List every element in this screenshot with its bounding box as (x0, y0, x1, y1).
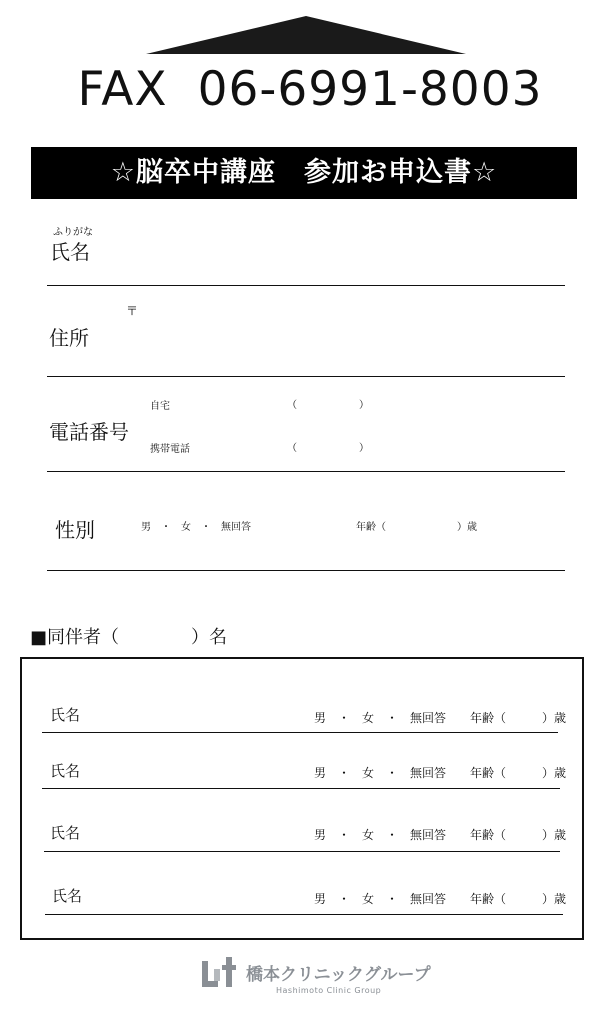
clinic-logo-japanese: 橋本クリニックグループ (246, 965, 431, 985)
age-open: 年齢（ (356, 522, 386, 533)
phone-label: 電話番号 (49, 420, 129, 444)
fax-prefix: FAX (77, 62, 168, 117)
name-divider (47, 285, 565, 286)
postal-mark: 〒 (126, 304, 139, 318)
name-furigana-label: ふりがな (53, 227, 93, 238)
name-label: 氏名 (50, 240, 90, 264)
companions-heading: ■同伴者（ ）名 (30, 627, 228, 648)
fax-number: 06-6991-8003 (197, 62, 543, 117)
companion-4-name-label: 氏名 (52, 887, 83, 905)
gender-options[interactable]: 男 ・ 女 ・ 無回答 (141, 522, 251, 533)
age-close: ）歳 (457, 522, 477, 533)
phone-home-paren-open: （ (287, 400, 297, 411)
phone-divider (47, 471, 565, 472)
address-label: 住所 (49, 326, 89, 350)
companion-1-divider (42, 732, 558, 733)
phone-mobile-field[interactable] (210, 435, 560, 457)
phone-home-field[interactable] (200, 392, 560, 414)
companion-3-name-label: 氏名 (50, 824, 81, 842)
address-field[interactable] (140, 300, 560, 370)
address-divider (47, 376, 565, 377)
phone-home-paren-close: ） (359, 400, 369, 411)
companion-1-details[interactable]: 男 ・ 女 ・ 無回答 年齢（ ）歳 (314, 711, 567, 725)
form-title-banner: ☆脳卒中講座 参加お申込書☆ (31, 147, 577, 199)
age-field[interactable] (395, 512, 455, 534)
companion-4-divider (45, 914, 563, 915)
companion-2-name-label: 氏名 (50, 762, 81, 780)
phone-mobile-label: 携帯電話 (150, 444, 190, 455)
fax-number-heading (40, 62, 580, 117)
name-field[interactable] (160, 232, 560, 272)
companion-1-name-label: 氏名 (50, 706, 81, 724)
clinic-logo-english: Hashimoto Clinic Group (276, 986, 382, 995)
companion-2-divider (42, 788, 560, 789)
gender-label: 性別 (55, 518, 95, 542)
header-triangle-decoration (146, 16, 466, 54)
phone-mobile-paren-open: （ (287, 443, 297, 454)
companion-3-details[interactable]: 男 ・ 女 ・ 無回答 年齢（ ）歳 (314, 828, 567, 842)
gender-divider (47, 570, 565, 571)
companion-3-divider (44, 851, 560, 852)
clinic-logo-mark-icon (200, 955, 240, 991)
companion-2-details[interactable]: 男 ・ 女 ・ 無回答 年齢（ ）歳 (314, 766, 567, 780)
companion-4-details[interactable]: 男 ・ 女 ・ 無回答 年齢（ ）歳 (314, 892, 567, 906)
phone-home-label: 自宅 (150, 401, 170, 412)
phone-mobile-paren-close: ） (359, 443, 369, 454)
